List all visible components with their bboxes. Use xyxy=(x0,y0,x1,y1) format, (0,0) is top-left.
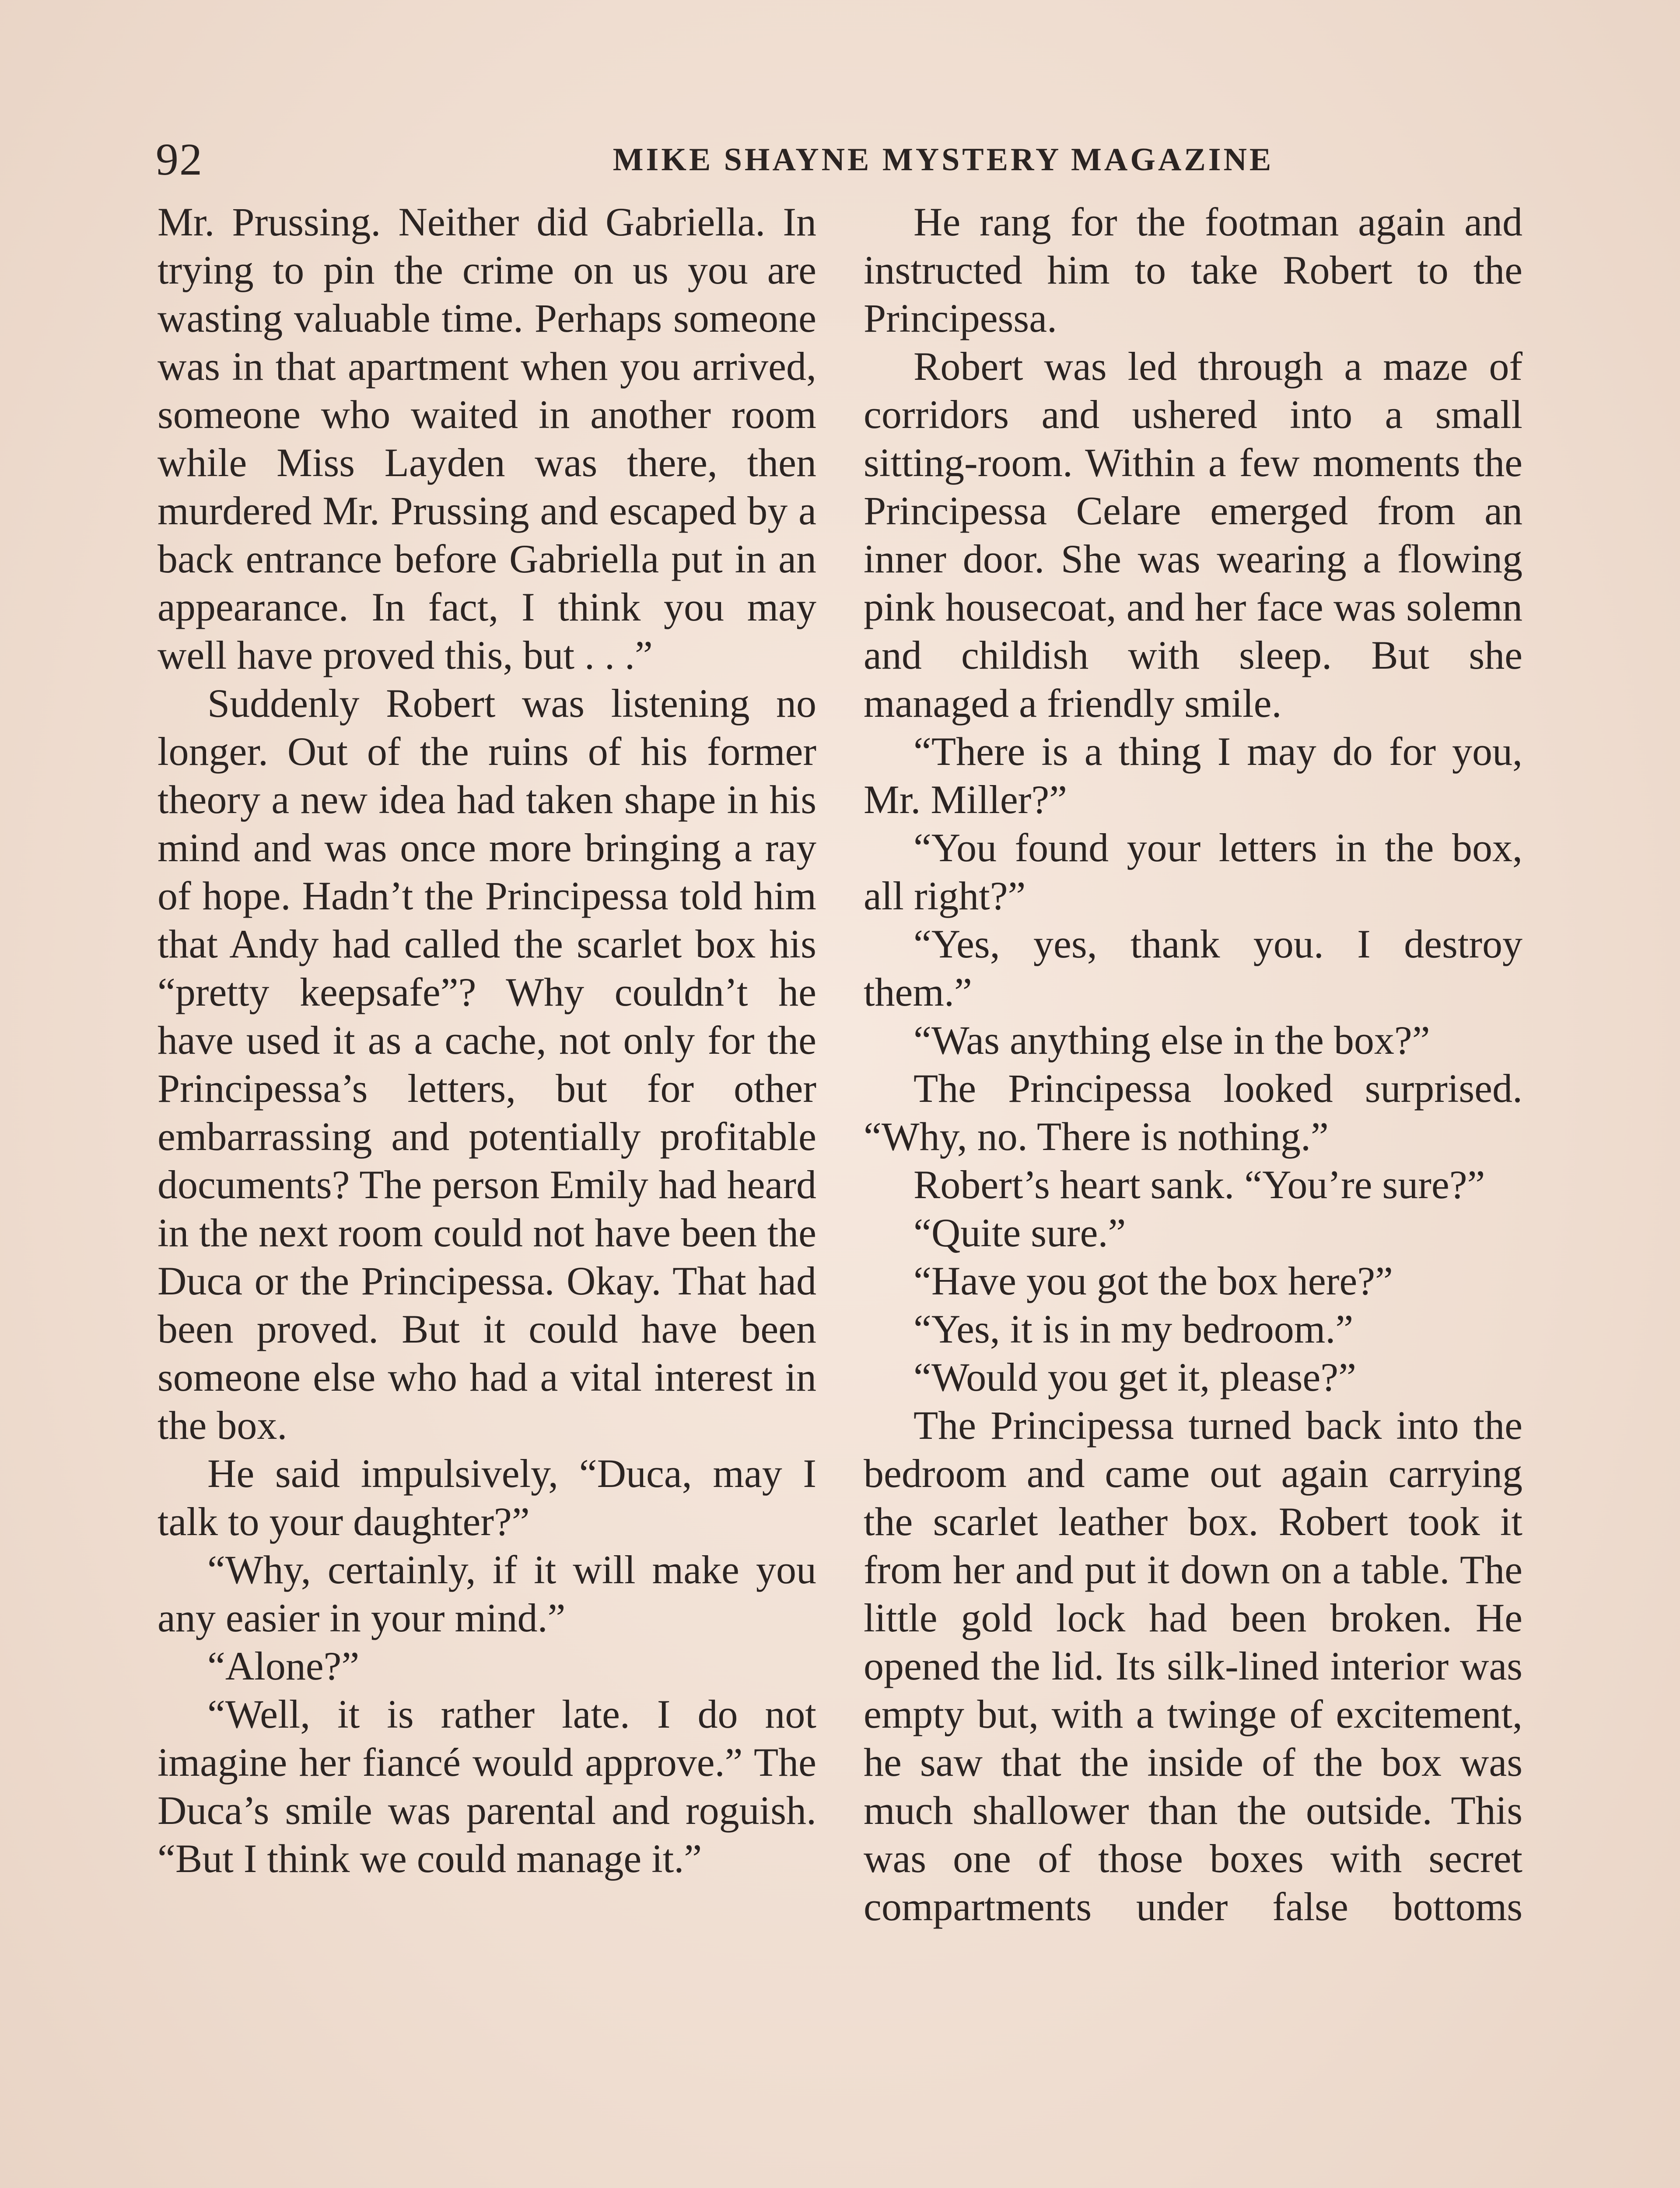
paragraph: He rang for the footman again and instructed him to take Robert to the Principessa. xyxy=(864,200,1522,340)
paragraph: “Well, it is rather late. I do not imagine her fiancé would approve.” The Duca’s smile was parental and roguish. “But I think we could manage it.” xyxy=(158,1692,816,1881)
paragraph: “Would you get it, please?” xyxy=(914,1355,1356,1399)
left-column xyxy=(158,198,816,1883)
paragraph: “Quite sure.” xyxy=(914,1210,1126,1255)
paragraph: “Alone?” xyxy=(207,1644,360,1688)
paragraph: “Why, certainly, if it will make you any easier in your mind.” xyxy=(158,1547,816,1640)
paragraph: Suddenly Robert was listening no longer. Out of the ruins of his former theory a new idea had taken shape in his mind and was once more bringing a ray of hope. Hadn’t the Principessa told him that Andy had called the scarlet box his “pretty keepsafe”? Why couldn’t he have used it as a cache, not only for the Principessa’s letters, but for other embarrassing and potentially profitable documents? The person Emily had heard in the next room could not have been the Duca or the Principessa. Okay. That had been proved. But it could have been someone else who had a vital interest in the box. xyxy=(158,681,816,1448)
page-header xyxy=(156,127,1525,193)
paragraph: “Yes, it is in my bedroom.” xyxy=(914,1307,1354,1351)
paragraph: The Principessa turned back into the bedroom and came out again carrying the scarlet leather box. Robert took it from her and put it down on a table. The little gold lock had been broken. He opened the lid. Its silk-lined interior was empty but, with a twinge of excitement, he saw that the inside of the box was much shallower than the outside. This was one of those boxes with secret compartments under false bottoms xyxy=(864,1403,1522,1929)
paragraph: Mr. Prussing. Neither did Gabriella. In trying to pin the crime on us you are wasting valuable time. Perhaps someone was in that apartment when you arrived, someone who waited in another room while Miss Layden was there, then murdered Mr. Prussing and escaped by a back entrance before Gabriella put in an appearance. In fact, I think you may well have proved this, but . . .” xyxy=(158,200,816,677)
running-head: MIKE SHAYNE MYSTERY MAGAZINE xyxy=(612,142,1274,178)
paragraph: “There is a thing I may do for you, Mr. Miller?” xyxy=(864,729,1522,822)
paragraph: He said impulsively, “Duca, may I talk to your daughter?” xyxy=(158,1451,816,1544)
paragraph: “Was anything else in the box?” xyxy=(914,1018,1430,1062)
right-column xyxy=(864,198,1522,1931)
paragraph: The Principessa looked surprised. “Why, no. There is nothing.” xyxy=(864,1066,1522,1159)
paragraph: Robert was led through a maze of corridors and ushered into a small sitting-room. Within a few moments the Principessa Celare emerged from an inner door. She was wearing a flowing pink housecoat, and her face was solemn and childish with sleep. But she managed a friendly smile. xyxy=(864,344,1522,726)
paragraph: Robert’s heart sank. “You’re sure?” xyxy=(914,1162,1485,1207)
paragraph: “Have you got the box here?” xyxy=(914,1259,1393,1303)
paragraph: “Yes, yes, thank you. I destroy them.” xyxy=(864,922,1522,1014)
page-number: 92 xyxy=(156,134,203,185)
paragraph: “You found your letters in the box, all right?” xyxy=(864,825,1522,918)
